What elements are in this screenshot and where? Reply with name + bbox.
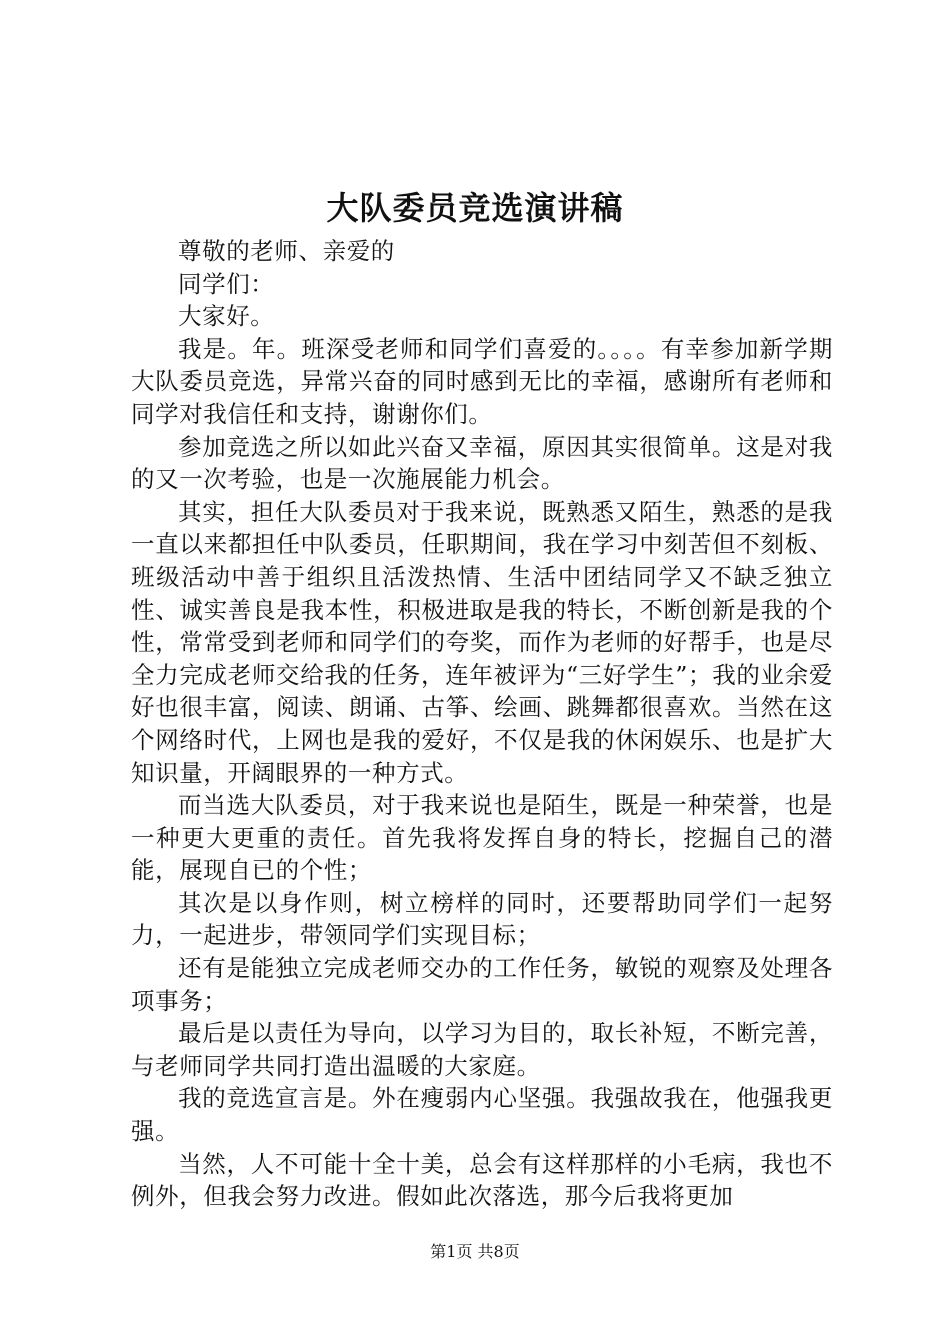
document-body (131, 235, 833, 1213)
paragraph-third-point: 还有是能独立完成老师交办的工作任务，敏锐的观察及处理各项事务； (131, 954, 833, 1015)
paragraph-salutation-2: 同学们： (178, 269, 275, 298)
paragraph-experience: 其实，担任大队委员对于我来说，既熟悉又陌生，熟悉的是我一直以来都担任中队委员，任职期间，我在学习中刻苦但不刻板、班级活动中善于组织且活泼热情、生活中团结同学又不缺乏独立性、诚实善良是我本性，积极进取是我的特长，不断创新是我的个性，常常受到老师和同学们的夸奖，而作为老师的好帮手，也是尽全力完成老师交给我的任务，连年被评为“三好学生”；我的业余爱好也很丰富，阅读、朗诵、古筝、绘画、跳舞都很喜欢。当然在这个网络时代，上网也是我的爱好，不仅是我的休闲娱乐、也是扩大知识量，开阔眼界的一种方式。 (131, 497, 833, 787)
paragraph-responsibility: 而当选大队委员，对于我来说也是陌生，既是一种荣誉，也是一种更大更重的责任。首先我将发挥自身的特长，挖掘自己的潜能，展现自已的个性； (131, 791, 833, 885)
paragraph-salutation-1: 尊敬的老师、亲爱的 (178, 237, 395, 265)
paragraph-declaration: 我的竞选宣言是。外在瘦弱内心坚强。我强故我在，他强我更强。 (131, 1084, 833, 1146)
paragraph-conclusion: 当然，人不可能十全十美，总会有这样那样的小毛病，我也不例外，但我会努力改进。假如此次落选，那今后我将更加 (131, 1149, 833, 1211)
paragraph-reason: 参加竞选之所以如此兴奋又幸福，原因其实很简单。这是对我的又一次考验，也是一次施展能力机会。 (131, 432, 833, 494)
page-number-footer: 第1页 共8页 (430, 1242, 520, 1261)
paragraph-introduction: 我是。年。班深受老师和同学们喜爱的。。。。有幸参加新学期大队委员竞选，异常兴奋的同时感到无比的幸福，感谢所有老师和同学对我信任和支持，谢谢你们。 (131, 334, 833, 428)
paragraph-last-point: 最后是以责任为导向，以学习为目的，取长补短，不断完善，与老师同学共同打造出温暖的大家庭。 (131, 1019, 833, 1080)
paragraph-second-point: 其次是以身作则，树立榜样的同时，还要帮助同学们一起努力，一起进步，带领同学们实现目标； (131, 888, 833, 950)
paragraph-greeting: 大家好。 (178, 302, 275, 331)
document-title: 大队委员竞选演讲稿 (326, 189, 624, 227)
